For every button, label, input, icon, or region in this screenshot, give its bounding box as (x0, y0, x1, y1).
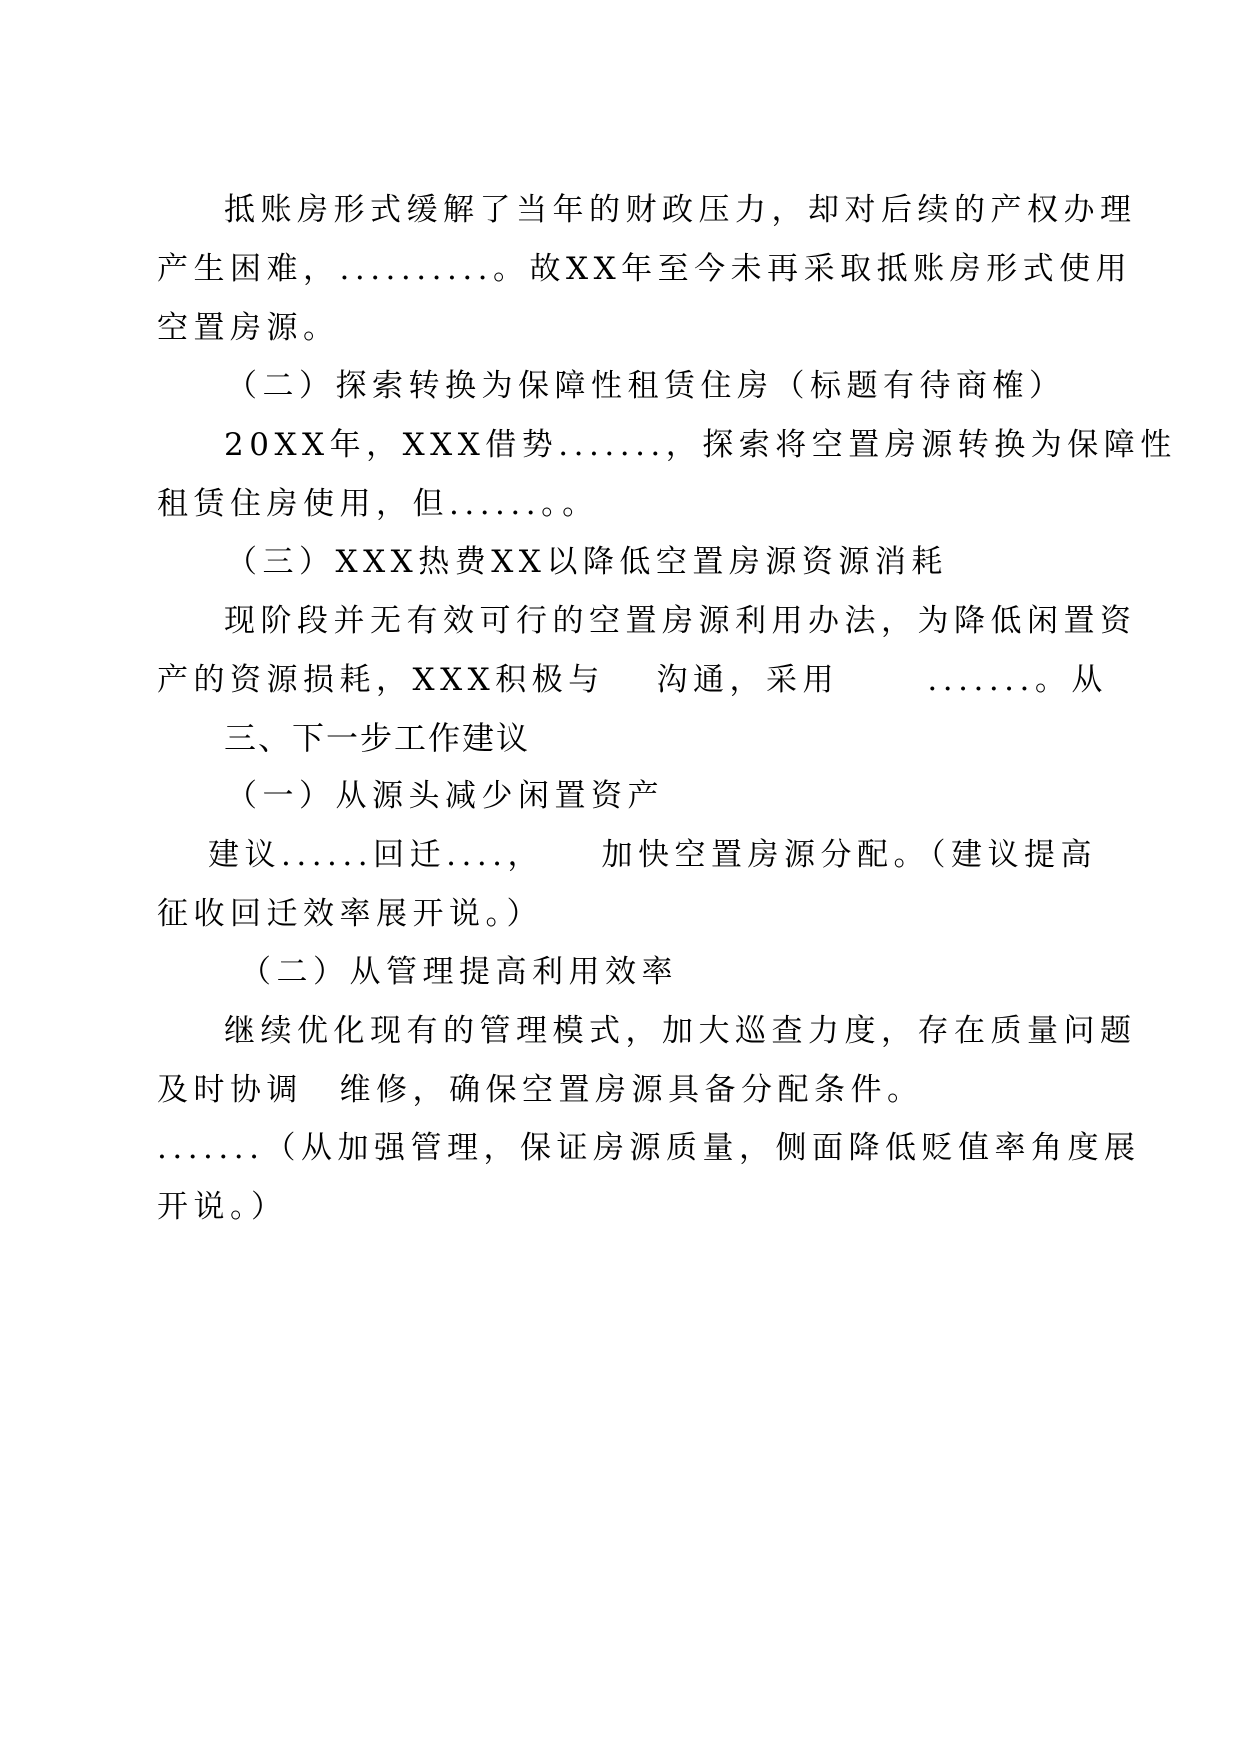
section-subheading: （三）XXX热费XX以降低空置房源资源消耗 (226, 544, 948, 580)
body-paragraph-line: 现阶段并无有效可行的空置房源利用办法，为降低闲置资 (224, 603, 1137, 639)
body-paragraph-line: .......（从加强管理，保证房源质量，侧面降低贬值率角度展 (157, 1130, 1141, 1166)
section-heading: 三、下一步工作建议 (224, 719, 531, 757)
body-paragraph-line: 空置房源。 (157, 310, 340, 346)
body-paragraph-line: 继续优化现有的管理模式，加大巡查力度，存在质量问题 (224, 1013, 1137, 1049)
body-paragraph-line: 产生困难，..........。故XX年至今未再采取抵账房形式使用 (157, 251, 1133, 287)
body-paragraph-line: 产的资源损耗，XXX积极与 沟通，采用 .......。从 (157, 662, 1108, 698)
body-paragraph-line: 开说。） (157, 1189, 288, 1225)
body-paragraph-line: 20XX年，XXX借势.......，探索将空置房源转换为保障性 (224, 427, 1177, 463)
body-paragraph-line: 及时协调 维修，确保空置房源具备分配条件。 (157, 1072, 924, 1108)
section-subheading: （一）从源头减少闲置资产 (226, 778, 664, 814)
section-subheading: （二）从管理提高利用效率 (240, 954, 678, 990)
body-paragraph-line: 征收回迁效率展开说。） (157, 896, 543, 932)
section-subheading: （二）探索转换为保障性租赁住房（标题有待商榷） (226, 368, 1066, 404)
body-paragraph-line: 抵账房形式缓解了当年的财政压力，却对后续的产权办理 (224, 192, 1137, 228)
body-paragraph-line: 建议......回迁....， 加快空置房源分配。（建议提高 (208, 837, 1098, 873)
body-paragraph-line: 租赁住房使用，但......。。 (157, 486, 599, 522)
